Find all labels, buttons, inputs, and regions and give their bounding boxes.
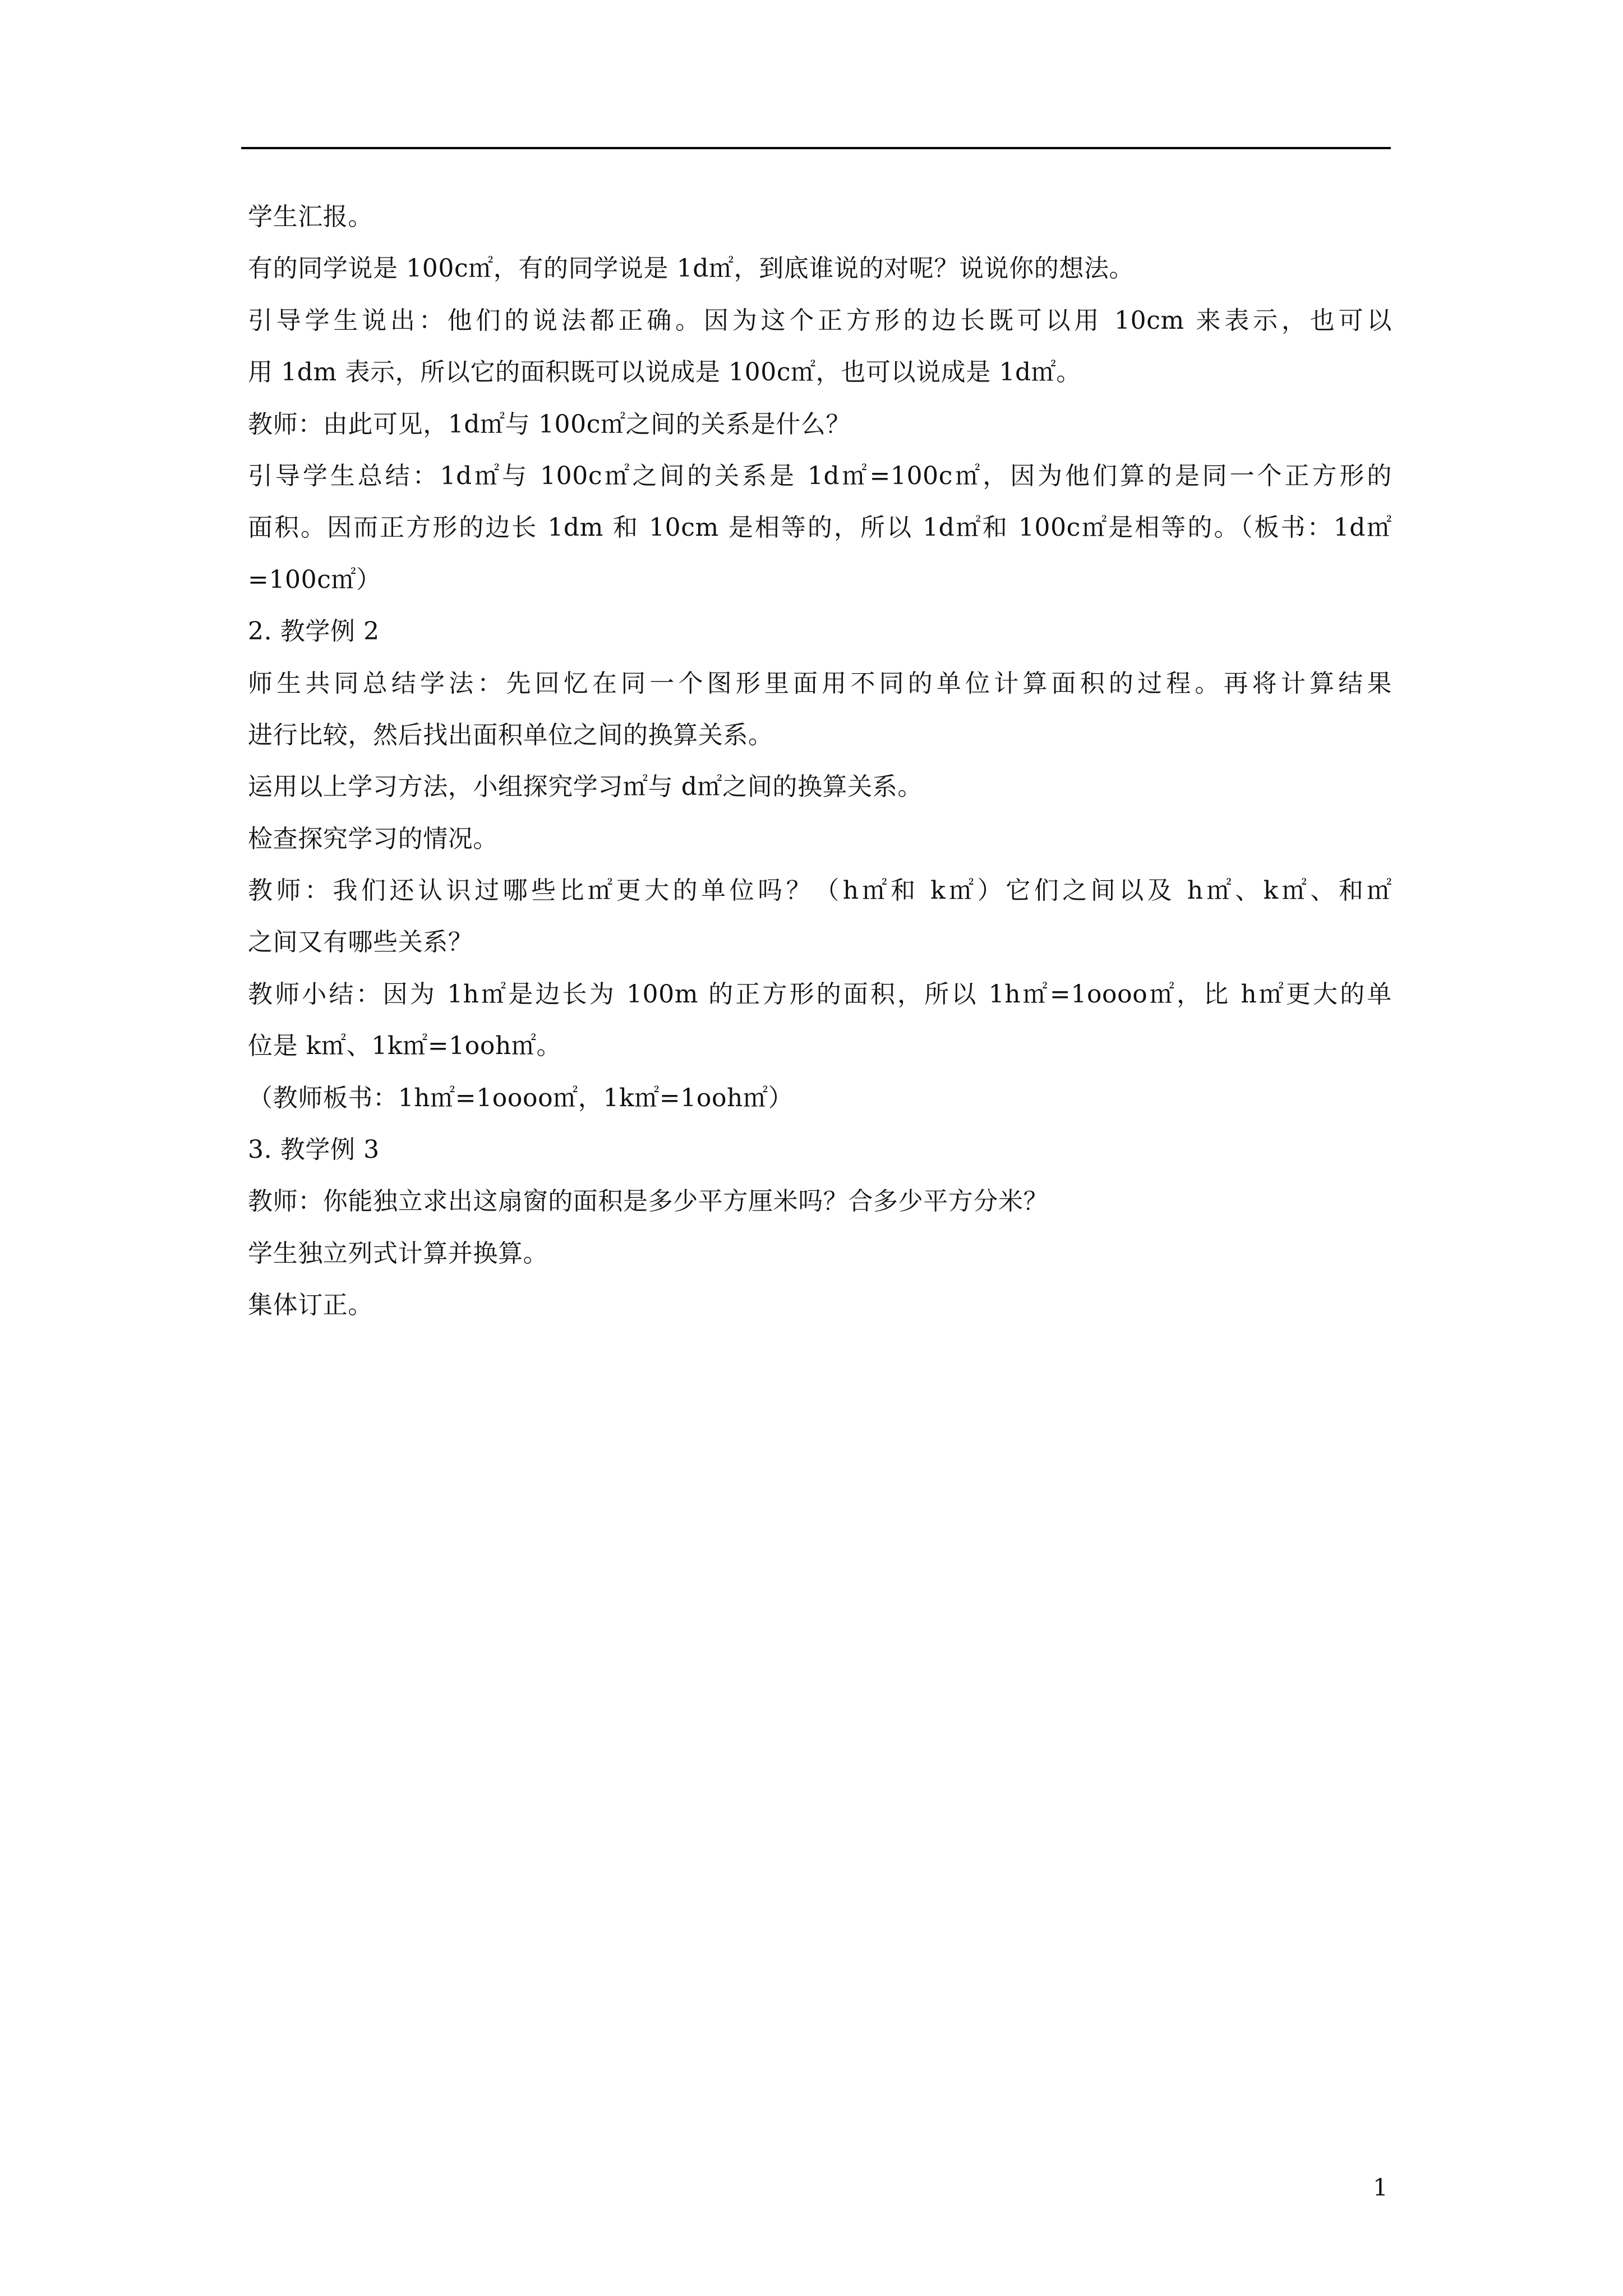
paragraph-line: 教师小结：因为 1h㎡是边长为 100m 的正方形的面积，所以 1h㎡=1oooo㎡，比 h㎡更大的单 [248,979,1392,1009]
paragraph-line: （教师板书：1h㎡=1oooo㎡，1k㎡=1ooh㎡） [248,1083,794,1112]
paragraph-line: =100c㎡） [248,565,381,594]
paragraph-line: 集体订正。 [248,1291,373,1320]
paragraph-line: 进行比较，然后找出面积单位之间的换算关系。 [248,720,773,749]
paragraph-line: 学生汇报。 [248,203,373,231]
section-heading: 2. 教学例 2 [248,617,380,646]
paragraph-line: 运用以上学习方法，小组探究学习㎡与 d㎡之间的换算关系。 [248,772,923,802]
paragraph-line: 引导学生说出：他们的说法都正确。因为这个正方形的边长既可以用 10cm 来表示，也可以 [248,306,1392,335]
document-body [248,203,1392,1343]
paragraph-line: 面积。因而正方形的边长 1dm 和 10cm 是相等的，所以 1d㎡和 100c㎡是相等的。（板书：1d㎡ [248,513,1392,542]
paragraph-line: 引导学生总结：1d㎡与 100c㎡之间的关系是 1d㎡=100c㎡，因为他们算的是同一个正方形的 [248,461,1392,490]
paragraph-line: 用 1dm 表示，所以它的面积既可以说成是 100c㎡，也可以说成是 1d㎡。 [248,358,1082,387]
paragraph-line: 教师：你能独立求出这扇窗的面积是多少平方厘米吗？合多少平方分米？ [248,1187,1049,1216]
paragraph-line: 学生独立列式计算并换算。 [248,1239,548,1268]
page-number: 1 [1373,2174,1388,2201]
paragraph-line: 检查探究学习的情况。 [248,824,498,853]
header-rule [241,147,1391,149]
paragraph-line: 教师：由此可见，1d㎡与 100c㎡之间的关系是什么？ [248,409,851,439]
paragraph-line: 有的同学说是 100c㎡，有的同学说是 1d㎡，到底谁说的对呢？说说你的想法。 [248,254,1135,283]
paragraph-line: 教师：我们还认识过哪些比㎡更大的单位吗？（h㎡和 k㎡）它们之间以及 h㎡、k㎡、和㎡ [248,876,1392,905]
section-heading: 3. 教学例 3 [248,1135,380,1165]
paragraph-line: 之间又有哪些关系？ [248,928,473,957]
paragraph-line: 师生共同总结学法：先回忆在同一个图形里面用不同的单位计算面积的过程。再将计算结果 [248,669,1392,698]
paragraph-line: 位是 k㎡、1k㎡=1ooh㎡。 [248,1032,562,1061]
